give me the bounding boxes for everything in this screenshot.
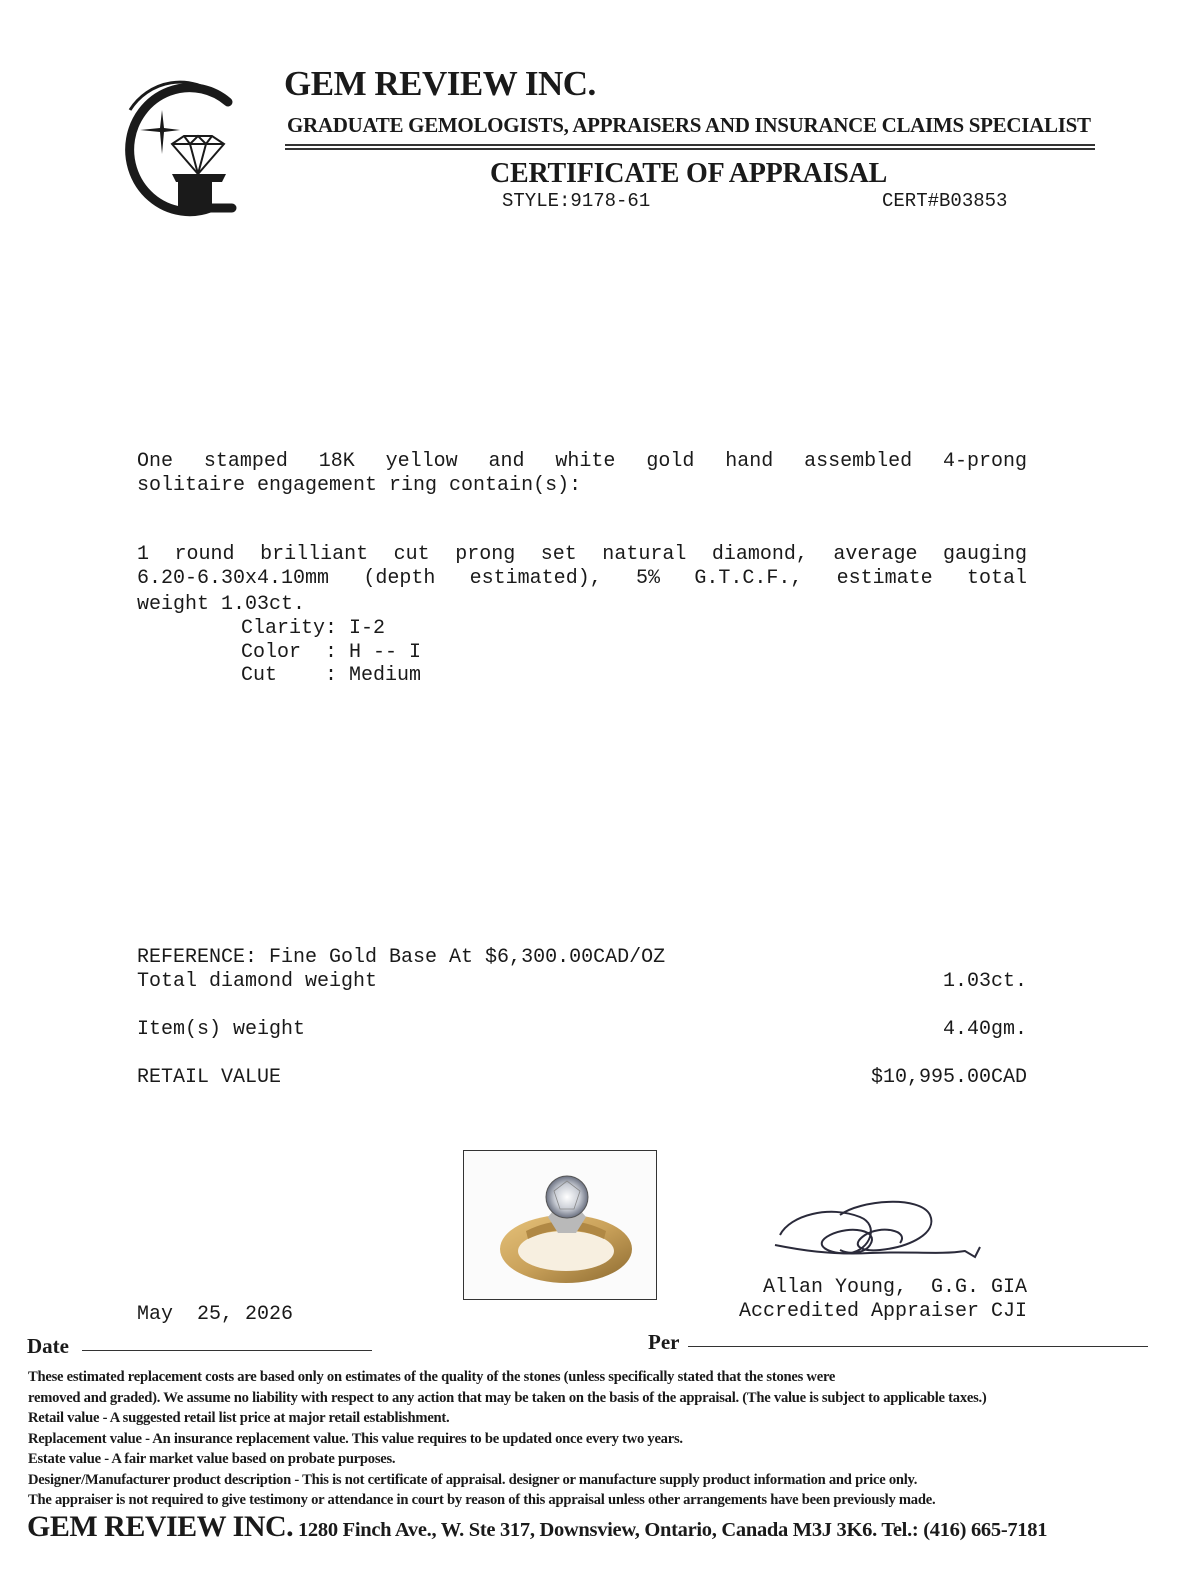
disclaimer [28, 1367, 1188, 1511]
date-underline [82, 1350, 372, 1351]
item-description-line2: solitaire engagement ring contain(s): [137, 474, 582, 497]
total-diamond-weight-label: Total diamond weight [137, 970, 378, 993]
item-weight-value: 4.40gm. [942, 1018, 1027, 1041]
color-grade: Color : H -- I [241, 641, 422, 664]
per-label: Per [648, 1330, 680, 1354]
company-logo [100, 70, 240, 220]
ring-photo-icon [464, 1151, 656, 1299]
disclaimer-line: Replacement value - An insurance replacement value. This value requires to be updated once every two years. [28, 1430, 683, 1447]
clarity-grade: Clarity: I-2 [241, 617, 386, 640]
disclaimer-line: Estate value - A fair market value based on probate purposes. [28, 1451, 396, 1467]
retail-value-label: RETAIL VALUE [137, 1066, 282, 1089]
header-rule-bottom [285, 148, 1095, 150]
style-number: STYLE:9178-61 [502, 190, 651, 212]
stone-description-line3: weight 1.03ct. [137, 593, 306, 616]
item-description-line1: One stamped 18K yellow and white gold hand assembled 4-prong [137, 450, 1027, 473]
appraiser-signature [770, 1195, 990, 1275]
cut-grade: Cut : Medium [241, 664, 422, 687]
retail-value-amount: $10,995.00CAD [870, 1066, 1027, 1089]
cert-number: CERT#B03853 [882, 190, 1008, 212]
footer-address: 1280 Finch Ave., W. Ste 317, Downsview, Ontario, Canada M3J 3K6. Tel.: (416) 665-7181 [293, 1519, 1048, 1541]
item-weight-label: Item(s) weight [137, 1018, 306, 1041]
disclaimer-line: The appraiser is not required to give testimony or attendance in court by reason of this appraisal unless other arrangements have been previously made. [28, 1492, 936, 1508]
footer-brand: GEM REVIEW INC. [27, 1510, 294, 1543]
appraiser-name: Allan Young, G.G. GIA [762, 1276, 1027, 1299]
per-underline [688, 1346, 1148, 1347]
stone-description-line2: 6.20-6.30x4.10mm (depth estimated), 5% G.T.C.F., estimate total [137, 567, 1027, 590]
appraisal-date: May 25, 2026 [137, 1303, 294, 1326]
disclaimer-line: Retail value - A suggested retail list price at major retail establishment. [28, 1410, 450, 1426]
ring-photo [463, 1150, 657, 1300]
total-diamond-weight-value: 1.03ct. [942, 970, 1027, 993]
company-name: GEM REVIEW INC. [284, 64, 596, 103]
disclaimer-line: Designer/Manufacturer product description - This is not certificate of appraisal. designer or manufacture supply product information and price only. [28, 1471, 918, 1488]
appraiser-title: Accredited Appraiser CJI [738, 1300, 1027, 1323]
certificate-title: CERTIFICATE OF APPRAISAL [490, 158, 888, 189]
stone-description-line1: 1 round brilliant cut prong set natural diamond, average gauging [137, 543, 1027, 566]
company-tagline: GRADUATE GEMOLOGISTS, APPRAISERS AND INSURANCE CLAIMS SPECIALIST [287, 113, 1091, 137]
disclaimer-line: These estimated replacement costs are based only on estimates of the quality of the stones (unless specifically stated that the stones were [28, 1369, 836, 1385]
date-label: Date [27, 1334, 69, 1358]
disclaimer-line: removed and graded). We assume no liability with respect to any action that may be taken on the basis of the appraisal. (The value is subject to applicable taxes.) [28, 1389, 987, 1406]
gold-reference: REFERENCE: Fine Gold Base At $6,300.00CAD/OZ [137, 946, 666, 969]
footer [27, 1510, 1047, 1544]
header-rule-top [285, 144, 1095, 146]
